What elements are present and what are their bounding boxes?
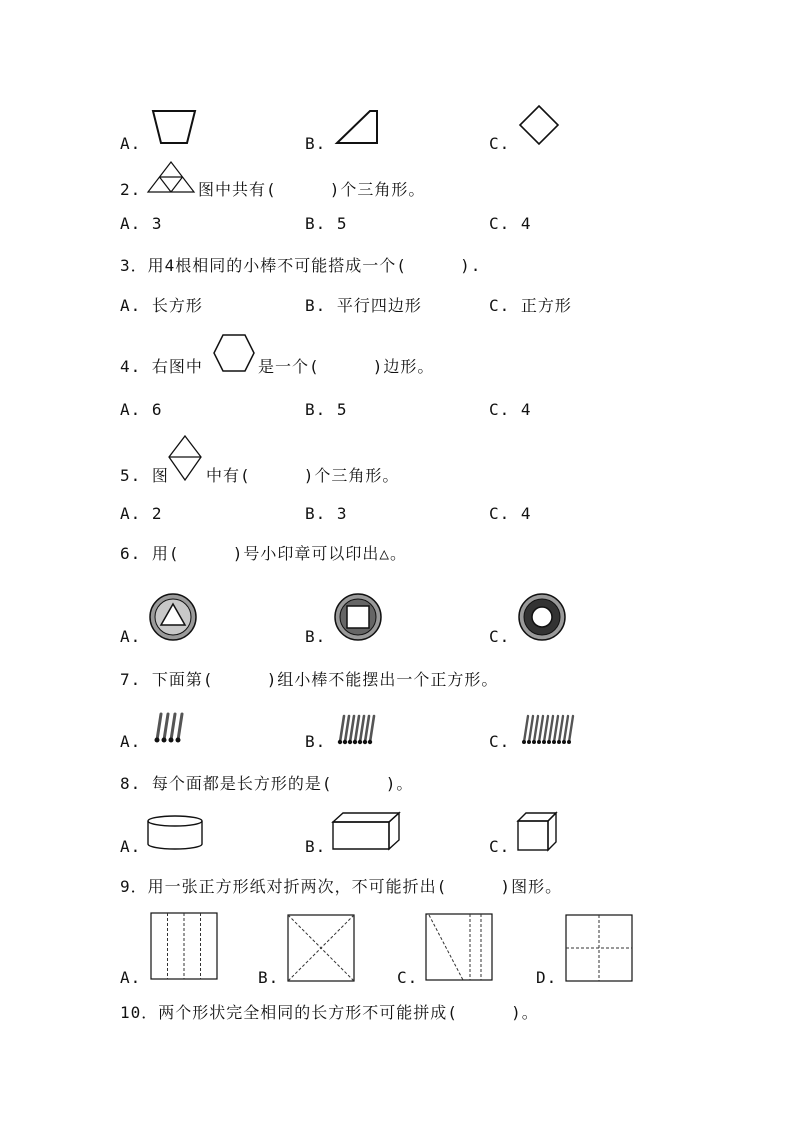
q3-option-c: C. 正方形 bbox=[489, 296, 572, 315]
q6-question: 6. 用( )号小印章可以印出△。 bbox=[120, 544, 407, 563]
q9-option-c: C. bbox=[397, 968, 419, 987]
q5-option-b: B. 3 bbox=[305, 504, 348, 523]
q5-question-start: 5. 图 bbox=[120, 466, 169, 485]
q4-option-c: C. 4 bbox=[489, 400, 532, 419]
q6-option-c: C. bbox=[489, 627, 511, 646]
q5-question-end: 中有( )个三角形。 bbox=[206, 466, 400, 485]
q1-option-a: A. bbox=[120, 134, 142, 153]
fold-quarters-figure bbox=[565, 914, 635, 984]
q7-option-a: A. bbox=[120, 732, 142, 751]
fold-vertical-thirds-figure bbox=[150, 912, 220, 982]
q6-option-a: A. bbox=[120, 627, 142, 646]
q8-option-b: B. bbox=[305, 837, 327, 856]
q2-option-b: B. 5 bbox=[305, 214, 348, 233]
q2-question: 图中共有( )个三角形。 bbox=[198, 180, 426, 199]
sticks-group-b-figure bbox=[336, 712, 378, 746]
q10-question: 10．两个形状完全相同的长方形不可能拼成( )。 bbox=[120, 1003, 539, 1022]
q5-option-c: C. 4 bbox=[489, 504, 532, 523]
stamp-triangle-figure bbox=[148, 592, 198, 642]
cuboid-figure bbox=[330, 810, 402, 852]
q1-option-c: C. bbox=[489, 134, 511, 153]
q9-option-a: A. bbox=[120, 968, 142, 987]
fold-diagonal-strips-figure bbox=[425, 913, 495, 983]
q7-option-b: B. bbox=[305, 732, 327, 751]
sticks-group-a-figure bbox=[152, 710, 184, 744]
q3-question: 3．用4根相同的小棒不可能搭成一个( ). bbox=[120, 256, 482, 275]
stamp-circle-figure bbox=[517, 592, 567, 642]
q9-option-b: B. bbox=[258, 968, 280, 987]
q7-question: 7. 下面第( )组小棒不能摆出一个正方形。 bbox=[120, 670, 499, 689]
triangle-grid-figure bbox=[146, 160, 196, 194]
q9-question: 9．用一张正方形纸对折两次，不可能折出( )图形。 bbox=[120, 877, 563, 896]
q6-option-b: B. bbox=[305, 627, 327, 646]
diamond-square-figure bbox=[518, 104, 560, 146]
q1-option-b: B. bbox=[305, 134, 327, 153]
right-trapezoid-figure bbox=[334, 108, 380, 146]
q3-option-b: B. 平行四边形 bbox=[305, 296, 422, 315]
q4-question-end: 是一个( )边形。 bbox=[258, 357, 435, 376]
q8-question: 8. 每个面都是长方形的是( )。 bbox=[120, 774, 414, 793]
cube-figure bbox=[515, 810, 559, 852]
q3-option-a: A. 长方形 bbox=[120, 296, 203, 315]
q7-option-c: C. bbox=[489, 732, 511, 751]
triangle-rhombus-figure bbox=[166, 434, 204, 482]
sticks-group-c-figure bbox=[520, 712, 578, 746]
fold-diagonals-figure bbox=[287, 914, 357, 984]
hexagon-figure bbox=[212, 332, 256, 374]
q4-option-a: A. 6 bbox=[120, 400, 163, 419]
q8-option-c: C. bbox=[489, 837, 511, 856]
q9-option-d: D. bbox=[536, 968, 558, 987]
trapezoid-figure bbox=[150, 108, 198, 146]
cylinder-figure bbox=[145, 814, 205, 852]
q2-option-a: A. 3 bbox=[120, 214, 163, 233]
stamp-square-figure bbox=[333, 592, 383, 642]
q8-option-a: A. bbox=[120, 837, 142, 856]
q2-number: 2. bbox=[120, 180, 142, 199]
q4-option-b: B. 5 bbox=[305, 400, 348, 419]
q4-question-start: 4. 右图中 bbox=[120, 357, 203, 376]
q5-option-a: A. 2 bbox=[120, 504, 163, 523]
q2-option-c: C. 4 bbox=[489, 214, 532, 233]
